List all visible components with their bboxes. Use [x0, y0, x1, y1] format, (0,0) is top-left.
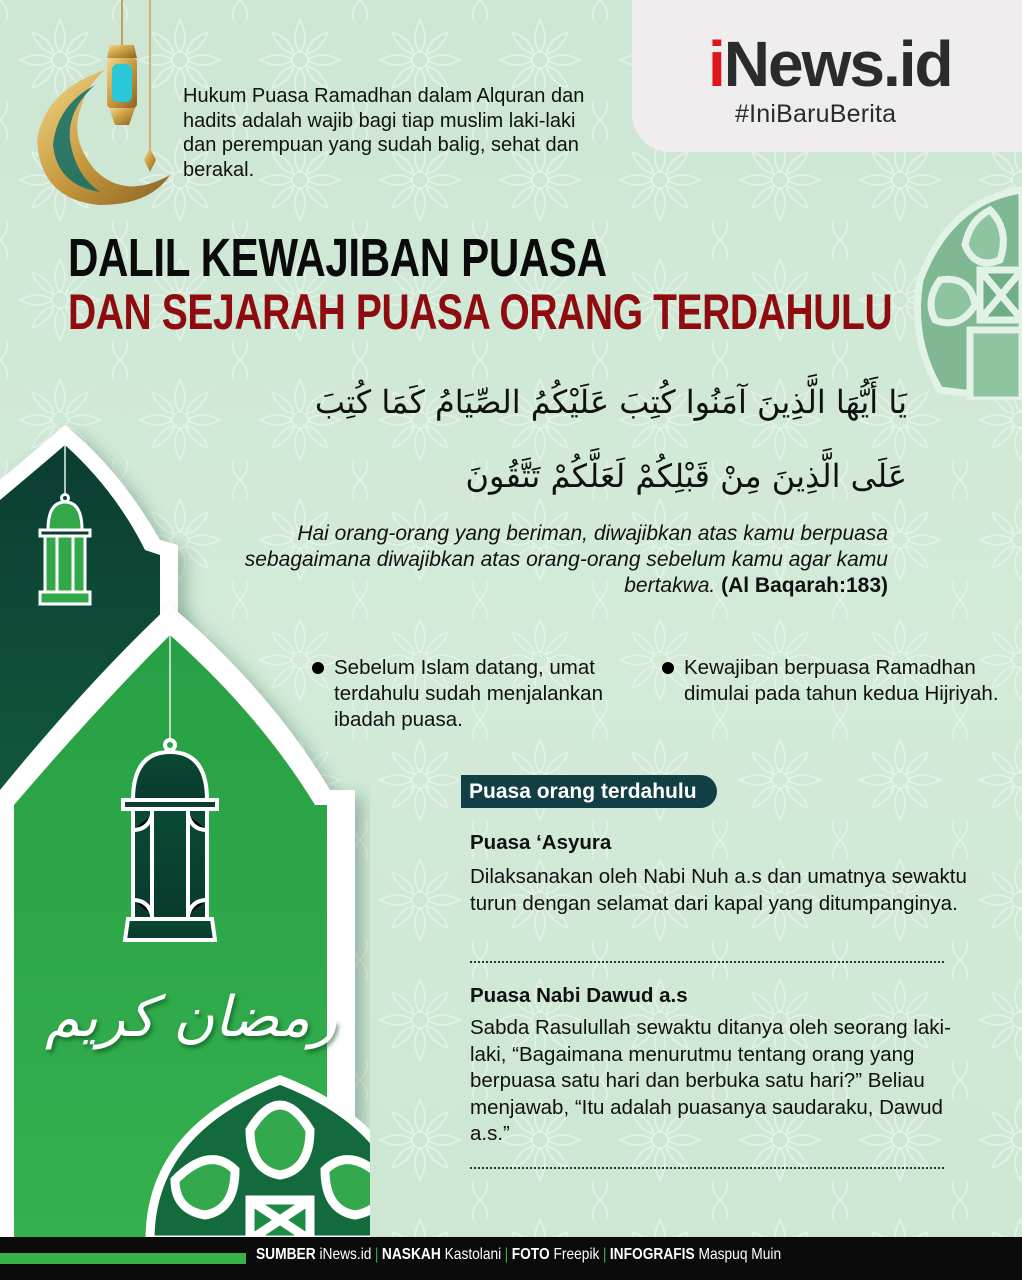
page-title: DALIL KEWAJIBAN PUASA	[68, 228, 607, 288]
item-body-asyura: Dilaksanakan oleh Nabi Nuh a.s dan umatnya sewaktu turun dengan selamat dari kapal yang ditumpanginya.	[470, 865, 967, 915]
credit-value: iNews.id	[319, 1246, 372, 1263]
brand-logo[interactable]	[708, 28, 952, 100]
page-subtitle: DAN SEJARAH PUASA ORANG TERDAHULU	[68, 284, 893, 340]
credit-value: Maspuq Muin	[698, 1246, 782, 1263]
logo-text: News.id	[723, 28, 952, 100]
logo-prefix: i	[708, 28, 724, 100]
credit-label: FOTO	[511, 1246, 550, 1263]
intro-text: Hukum Puasa Ramadhan dalam Alquran dan hadits adalah wajib bagi tiap muslim laki-laki dan perempuan yang sudah balig, sehat dan berakal.	[183, 85, 585, 181]
footer-credits	[256, 1246, 781, 1264]
verse-reference: (Al Baqarah:183)	[721, 574, 888, 597]
brand-tagline: #IniBaruBerita	[735, 100, 897, 128]
item-body-dawud: Sabda Rasulullah sewaktu ditanya oleh seorang laki-laki, “Bagaimana menurutmu tentang orang yang berpuasa satu hari dan berbuka satu hari?” Beliau menjawab, “Itu adalah puasanya saudaraku, Dawud a.s.”	[470, 1016, 951, 1145]
dotted-divider	[470, 1167, 944, 1169]
credit-separator: |	[374, 1246, 379, 1263]
section-badge: Puasa orang terdahulu	[461, 775, 717, 808]
bullet-dot-icon	[312, 662, 324, 674]
hanging-lantern-icon	[107, 45, 137, 125]
large-lantern-icon	[123, 740, 217, 940]
arabic-line-1: يَا أَيُّهَا الَّذِينَ آمَنُوا كُتِبَ عَلَيْكُمُ الصِّيَامُ كَمَا كُتِبَ	[314, 383, 907, 421]
dotted-divider	[470, 961, 944, 963]
credit-separator: |	[602, 1246, 607, 1263]
arabic-line-2: عَلَى الَّذِينَ مِنْ قَبْلِكُمْ لَعَلَّكُمْ تَتَّقُونَ	[465, 457, 907, 495]
footer-credits-bar	[0, 1237, 1022, 1280]
credit-label: INFOGRAFIS	[609, 1246, 695, 1263]
quran-verse-arabic	[287, 365, 907, 513]
credit-label: NASKAH	[381, 1246, 441, 1263]
credit-value: Kastolani	[444, 1246, 502, 1263]
mosque-arch-icon	[0, 410, 370, 1240]
footer-accent-bar	[0, 1253, 246, 1264]
translation-text: Hai orang-orang yang beriman, diwajibkan atas kamu berpuasa sebagaimana diwajibkan atas orang-orang sebelum kamu agar kamu bertakwa.	[244, 522, 888, 597]
item-title-asyura: Puasa ‘Asyura	[470, 831, 612, 854]
credit-separator: |	[504, 1246, 509, 1263]
bullet-item	[660, 655, 1004, 707]
item-title-dawud: Puasa Nabi Dawud a.s	[470, 984, 688, 1007]
bullet-text: Kewajiban berpuasa Ramadhan dimulai pada tahun kedua Hijriyah.	[684, 656, 999, 705]
credit-value: Freepik	[553, 1246, 600, 1263]
crescent-moon-icon	[25, 0, 185, 215]
bullet-text: Sebelum Islam datang, umat terdahulu sudah menjalankan ibadah puasa.	[334, 656, 603, 731]
credit-label: SUMBER	[256, 1246, 316, 1263]
ramadan-kareem-calligraphy: رمضان كريم	[45, 985, 338, 1050]
bullet-item	[310, 655, 664, 733]
bullet-dot-icon	[662, 662, 674, 674]
